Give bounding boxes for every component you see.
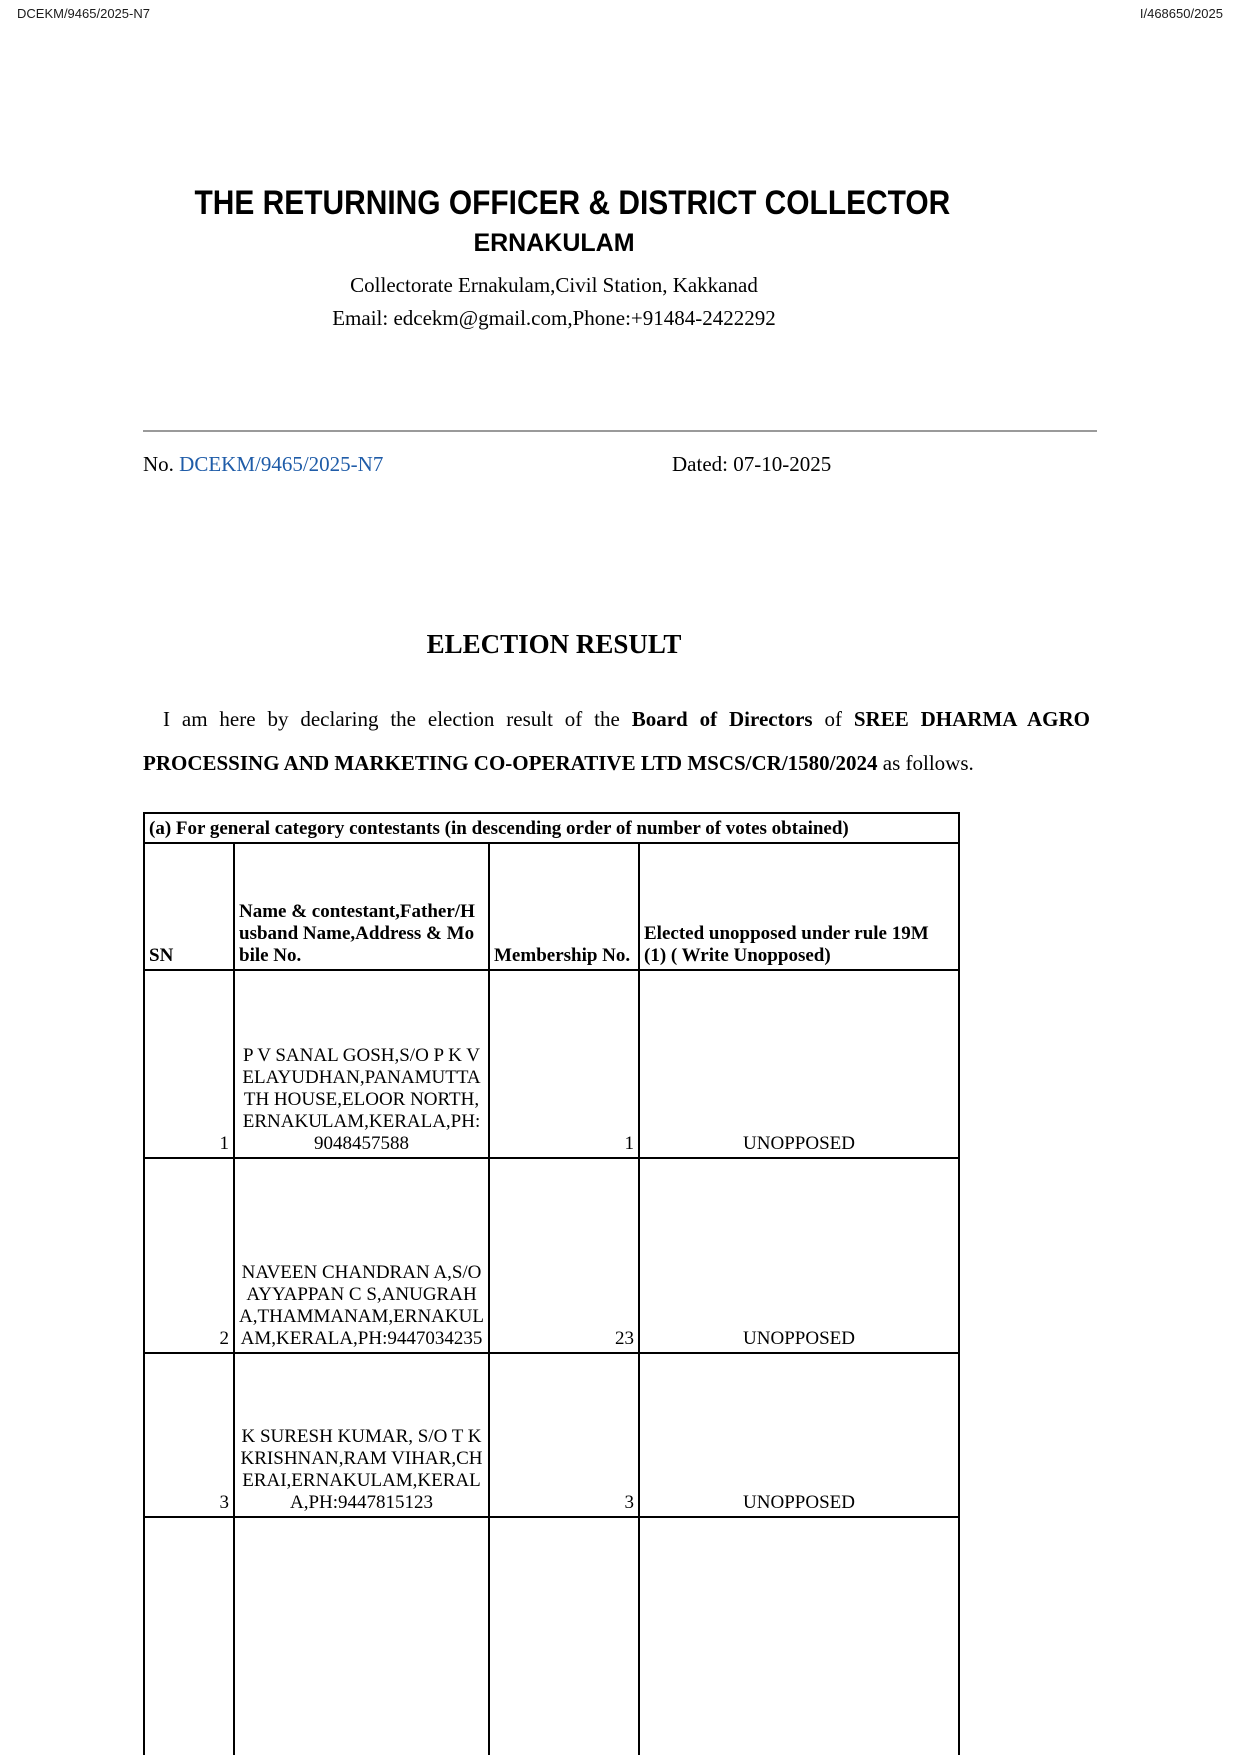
membership-no-cell xyxy=(489,1517,639,1755)
reference-no-label: No. xyxy=(143,452,180,476)
table-row xyxy=(144,1517,959,1755)
result-cell xyxy=(639,1517,959,1755)
table-header-row xyxy=(144,843,959,970)
table-row xyxy=(144,1353,959,1517)
sn-cell xyxy=(144,1517,234,1755)
declaration-bold-society: SREE DHARMA AGRO PROCESSING AND MARKETING CO-OPERATIVE LTD MSCS/CR/1580/2024 xyxy=(143,707,1091,775)
table-row xyxy=(144,1158,959,1353)
contestant-name-cell: K SURESH KUMAR, S/O T K KRISHNAN,RAM VIHAR,CHERAI,ERNAKULAM,KERALA,PH:9447815123 xyxy=(234,1353,489,1517)
office-title: THE RETURNING OFFICER & DISTRICT COLLECTOR xyxy=(194,184,951,222)
column-header-membership: Membership No. xyxy=(489,843,639,970)
table-row xyxy=(144,970,959,1158)
office-address: Collectorate Ernakulam,Civil Station, Kakkanad xyxy=(350,273,758,297)
reference-number-link[interactable]: DCEKM/9465/2025-N7 xyxy=(179,452,384,476)
declaration-text-1: I am here by declaring the election result of the xyxy=(163,707,632,731)
document-content xyxy=(143,0,1240,1755)
result-cell: UNOPPOSED xyxy=(639,1158,959,1353)
page-title: ELECTION RESULT xyxy=(426,629,682,659)
result-cell: UNOPPOSED xyxy=(639,970,959,1158)
contestant-name-cell xyxy=(234,1517,489,1755)
horizontal-divider xyxy=(143,430,1097,432)
declaration-bold-board: Board of Directors xyxy=(631,707,813,731)
office-title-wrap xyxy=(143,183,965,223)
declaration-paragraph xyxy=(143,697,1090,785)
sn-cell: 3 xyxy=(144,1353,234,1517)
sn-cell: 2 xyxy=(144,1158,234,1353)
dated-label: Dated: 07-10-2025 xyxy=(672,452,832,476)
membership-no-cell: 23 xyxy=(489,1158,639,1353)
office-location: ERNAKULAM xyxy=(473,229,635,257)
office-contact: Email: edcekm@gmail.com,Phone:+91484-2422292 xyxy=(332,306,776,330)
reference-line xyxy=(143,449,1090,479)
page-header-bar xyxy=(0,6,1240,21)
letterhead xyxy=(143,0,965,333)
table-caption-row xyxy=(144,813,959,843)
column-header-name: Name & contestant,Father/Husband Name,Address & Mobile No. xyxy=(234,843,489,970)
declaration-text-3: as follows. xyxy=(877,751,974,775)
sn-cell: 1 xyxy=(144,970,234,1158)
column-header-elected: Elected unopposed under rule 19M (1) ( Write Unopposed) xyxy=(639,843,959,970)
declaration-text-2: of xyxy=(812,707,854,731)
table-caption: (a) For general category contestants (in descending order of number of votes obtained) xyxy=(144,813,959,843)
file-reference-right: I/468650/2025 xyxy=(1139,6,1223,21)
contestant-name-cell: NAVEEN CHANDRAN A,S/O AYYAPPAN C S,ANUGRAHA,THAMMANAM,ERNAKULAM,KERALA,PH:9447034235 xyxy=(234,1158,489,1353)
results-table xyxy=(143,812,960,1755)
column-header-sn: SN xyxy=(144,843,234,970)
file-reference-left: DCEKM/9465/2025-N7 xyxy=(17,6,150,21)
contestant-name-cell: P V SANAL GOSH,S/O P K VELAYUDHAN,PANAMUTTATH HOUSE,ELOOR NORTH,ERNAKULAM,KERALA,PH:9048457588 xyxy=(234,970,489,1158)
membership-no-cell: 3 xyxy=(489,1353,639,1517)
result-cell: UNOPPOSED xyxy=(639,1353,959,1517)
membership-no-cell: 1 xyxy=(489,970,639,1158)
